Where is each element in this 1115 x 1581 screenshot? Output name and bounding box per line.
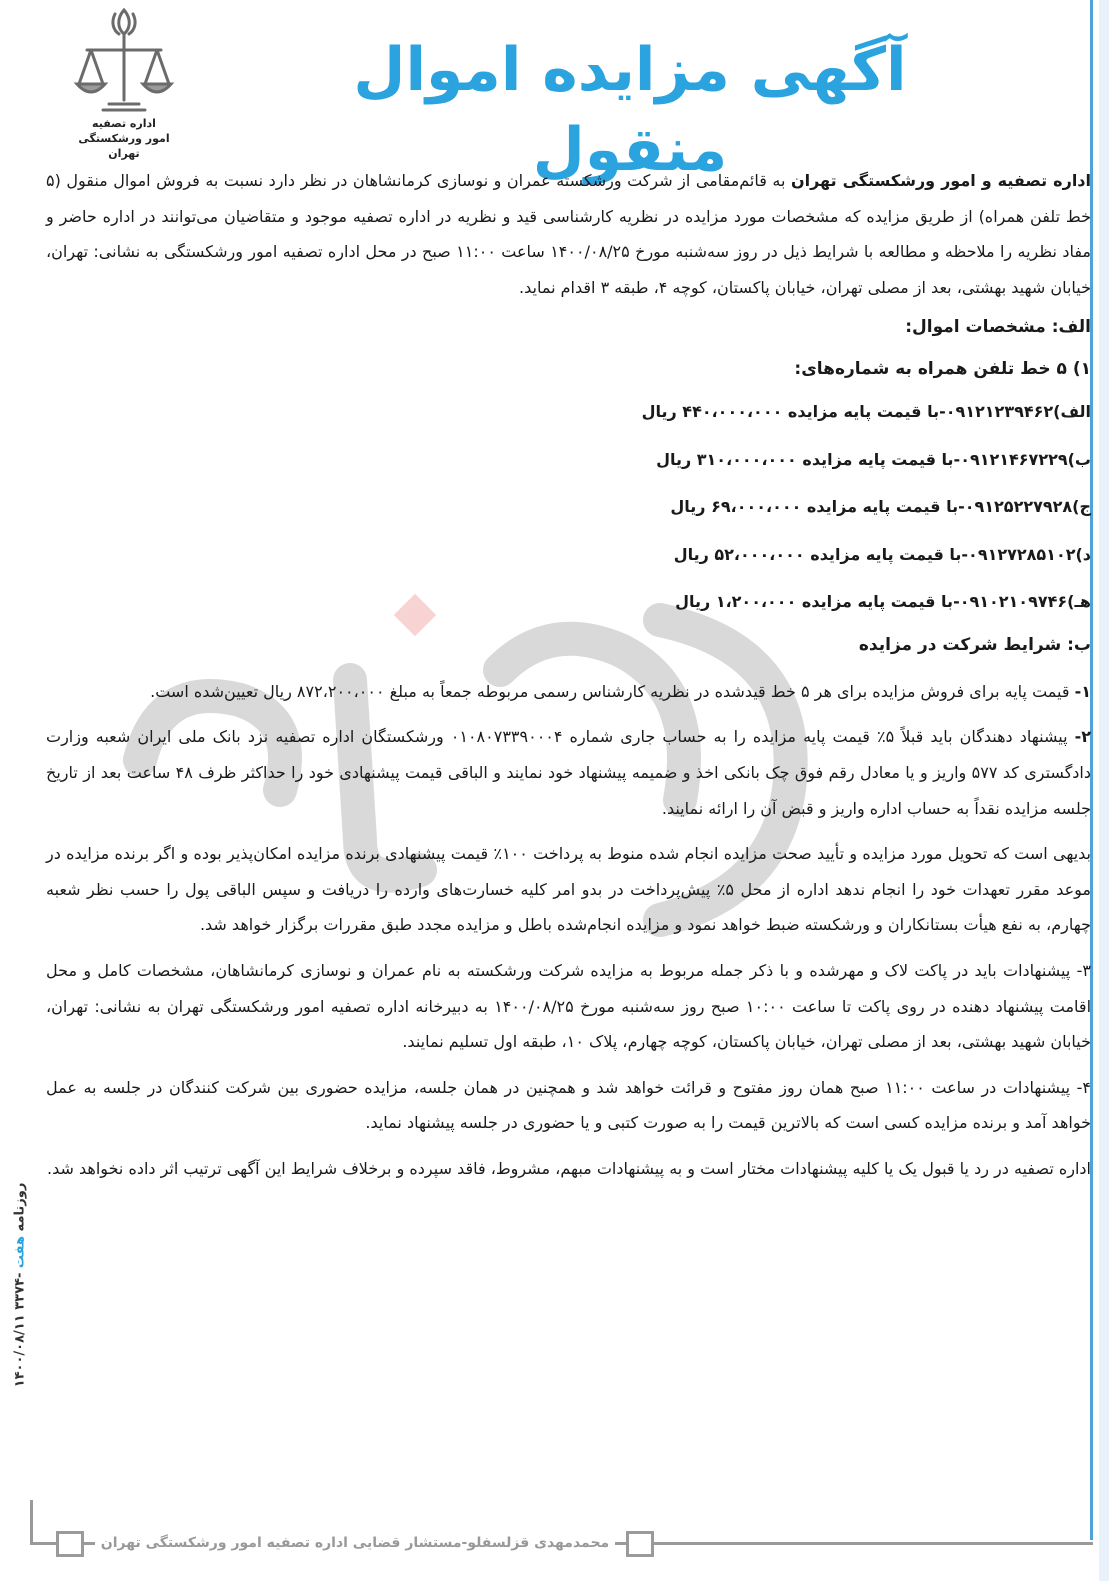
condition-2 bbox=[46, 719, 1091, 826]
intro-text: به قائم‌مقامی از شرکت ورشکسته عمران و نوسازی کرمانشاهان در نظر دارد نسبت به فروش اموال منقول (۵ خط تلفن همراه) از طریق مزایده که مشخصات مورد مزایده در نظریه کارشناسی قید و نظریه در اداره تصفیه موجود و متقاضیان می‌توانند در اداره حاضر و مفاد نظریه را ملاحظه و مطالعه با شرایط ذیل در روز سه‌شنبه مورخ ۱۴۰۰/۰۸/۲۵ ساعت ۱۱:۰۰ صبح در محل اداره تصفیه امور ورشکستگی به نشانی: تهران، خیابان شهید بهشتی، بعد از مصلی تهران، خیابان پاکستان، کوچه ۴، طبقه ۳ اقدام نماید. bbox=[46, 171, 1091, 297]
left-border bbox=[30, 1500, 33, 1544]
page-title: آگهی مزایده اموال منقول bbox=[353, 35, 907, 185]
organization-name: اداره تصفیه و امور ورشکستگی تهران bbox=[790, 171, 1092, 190]
scales-of-justice-icon bbox=[69, 4, 179, 116]
page-edge bbox=[1099, 0, 1109, 1581]
phone-line-item bbox=[46, 436, 1091, 484]
newspaper-prefix: روزنامه bbox=[12, 1182, 28, 1232]
section-b-heading: ب: شرایط شرکت در مزایده bbox=[858, 634, 1091, 655]
phone-line-item bbox=[46, 531, 1091, 579]
phone-line-item bbox=[46, 483, 1091, 531]
condition-3: ۳- پیشنهادات باید در پاکت لاک و مهرشده و با ذکر جمله مربوط به مزایده شرکت ورشکسته به نام عمران و نوسازی کرمانشاهان، مشخصات کامل و محل اقامت پیشنهاد دهنده در روی پاکت تا ساعت ۱۰:۰۰ صبح روز سه‌شنبه مورخ ۱۴۰۰/۰۸/۲۵ به دبیرخانه اداره تصفیه امور ورشکستگی تهران به نشانی: تهران، خیابان شهید بهشتی، بعد از مصلی تهران، خیابان پاکستان، کوچه چهارم، پلاک ۱۰، طبقه اول تسلیم نمایند. bbox=[46, 961, 1092, 1052]
item-label: ج) bbox=[1072, 497, 1091, 517]
condition-4: ۴- پیشنهادات در ساعت ۱۱:۰۰ صبح همان روز مفتوح و قرائت خواهد شد و همچنین در همان جلسه، مزایده حضوری بین شرکت کنندگان در جلسه به عمل خواهد آمد و برنده مزایده کسی است که بالاترین قیمت را به صورت کتبی و یا حضوری در جلسه پیشنهاد نماید. bbox=[46, 1077, 1091, 1133]
newspaper-brand: هفت bbox=[12, 1235, 28, 1269]
intro-paragraph bbox=[46, 163, 1091, 305]
footer-signature: محمدمهدی قزلسفلو-مستشار قضایی اداره تصفیه امور ورشکستگی تهران bbox=[95, 1530, 615, 1556]
issue-number-date: -۳۳۷۴ ۱۴۰۰/۰۸/۱۱ bbox=[12, 1272, 28, 1388]
closing-paragraph: اداره تصفیه در رد یا قبول یک یا کلیه پیشنهادات مختار است و به پیشنهادات مبهم، مشروط، فاقد سپرده و برخلاف شرایط این آگهی ترتیب اثر داده نخواهد شد. bbox=[47, 1159, 1091, 1178]
section-a-subheading: ۱) ۵ خط تلفن همراه به شماره‌های: bbox=[794, 359, 1091, 380]
newspaper-side-label bbox=[2, 1170, 38, 1400]
footer-box-left bbox=[56, 1531, 84, 1557]
section-a-heading: الف: مشخصات اموال: bbox=[905, 317, 1091, 338]
item-label: د) bbox=[1075, 544, 1091, 564]
condition-2-extra: بدیهی است که تحویل مورد مزایده و تأیید صحت مزایده انجام شده منوط به پرداخت ۱۰۰٪ قیمت پیشنهادی برنده مزایده امکان‌پذیر بوده و اگر برنده مزایده در موعد مقرر تعهدات خود را انجام ندهد اداره از محل ۵٪ پیش‌پرداخت در بدو امر کلیه خسارت‌های وارده را دریافت و سپس الباقی پول را حسب نظر شعبه چهارم، به نفع هیأت بستانکاران و ورشکسته ضبط خواهد نمود و مزایده انجام‌شده باطل و مزایده مجدد طبق مقررات برگزار خواهد شد. bbox=[46, 844, 1092, 935]
logo-caption-line1: اداره تصفیه bbox=[92, 117, 156, 130]
condition-1 bbox=[46, 674, 1091, 710]
phone-line-item bbox=[46, 578, 1091, 626]
notice-body bbox=[46, 163, 1091, 1187]
logo-caption-line2: امور ورشکستگی تهران bbox=[78, 132, 170, 160]
item-text: ۰۹۱۲۱۲۳۹۴۶۲-با قیمت پایه مزایده ۴۴۰،۰۰۰،۰۰۰ ریال bbox=[641, 402, 1054, 422]
item-label: ب) bbox=[1067, 449, 1091, 469]
condition-2-number: ۲- bbox=[1074, 727, 1092, 747]
item-text: ۰۹۱۲۷۲۸۵۱۰۲-با قیمت پایه مزایده ۵۲،۰۰۰،۰۰۰ ریال bbox=[673, 544, 1076, 564]
footer-box-right bbox=[626, 1531, 654, 1557]
condition-1-number: ۱- bbox=[1074, 681, 1091, 701]
item-text: ۰۹۱۰۲۱۰۹۷۴۶-با قیمت پایه مزایده ۱،۲۰۰،۰۰۰ ریال bbox=[675, 592, 1068, 612]
phone-line-item bbox=[46, 388, 1091, 436]
judiciary-logo bbox=[62, 4, 186, 160]
item-label: هـ) bbox=[1067, 592, 1091, 612]
condition-2-text: پیشنهاد دهندگان باید قبلاً ۵٪ قیمت پایه مزایده را به حساب جاری شماره ۰۱۰۸۰۷۳۳۹۰۰۰۴ ورشکستگان اداره تصفیه نزد بانک ملی ایران شعبه وزارت دادگستری کد ۵۷۷ واریز و یا معادل رقم فوق چک بانکی اخذ و ضمیمه پیشنهاد خود نمایند و الباقی قیمت پیشنهادی خود را حداکثر ظرف ۴۸ ساعت بعد از تاریخ جلسه مزایده نقداً به حساب اداره واریز و قبض آن را ارائه نمایند. bbox=[46, 727, 1092, 818]
item-label: الف) bbox=[1053, 402, 1091, 422]
item-text: ۰۹۱۲۱۴۶۷۲۲۹-با قیمت پایه مزایده ۳۱۰،۰۰۰،۰۰۰ ریال bbox=[656, 449, 1068, 469]
item-text: ۰۹۱۲۵۲۲۷۹۲۸-با قیمت پایه مزایده ۶۹،۰۰۰،۰۰۰ ریال bbox=[670, 497, 1073, 517]
condition-1-text: قیمت پایه برای فروش مزایده برای هر ۵ خط قیدشده در نظریه کارشناس رسمی مربوطه جمعاً به مبلغ ۸۷۲،۲۰۰،۰۰۰ ریال تعیین‌شده است. bbox=[150, 681, 1075, 701]
